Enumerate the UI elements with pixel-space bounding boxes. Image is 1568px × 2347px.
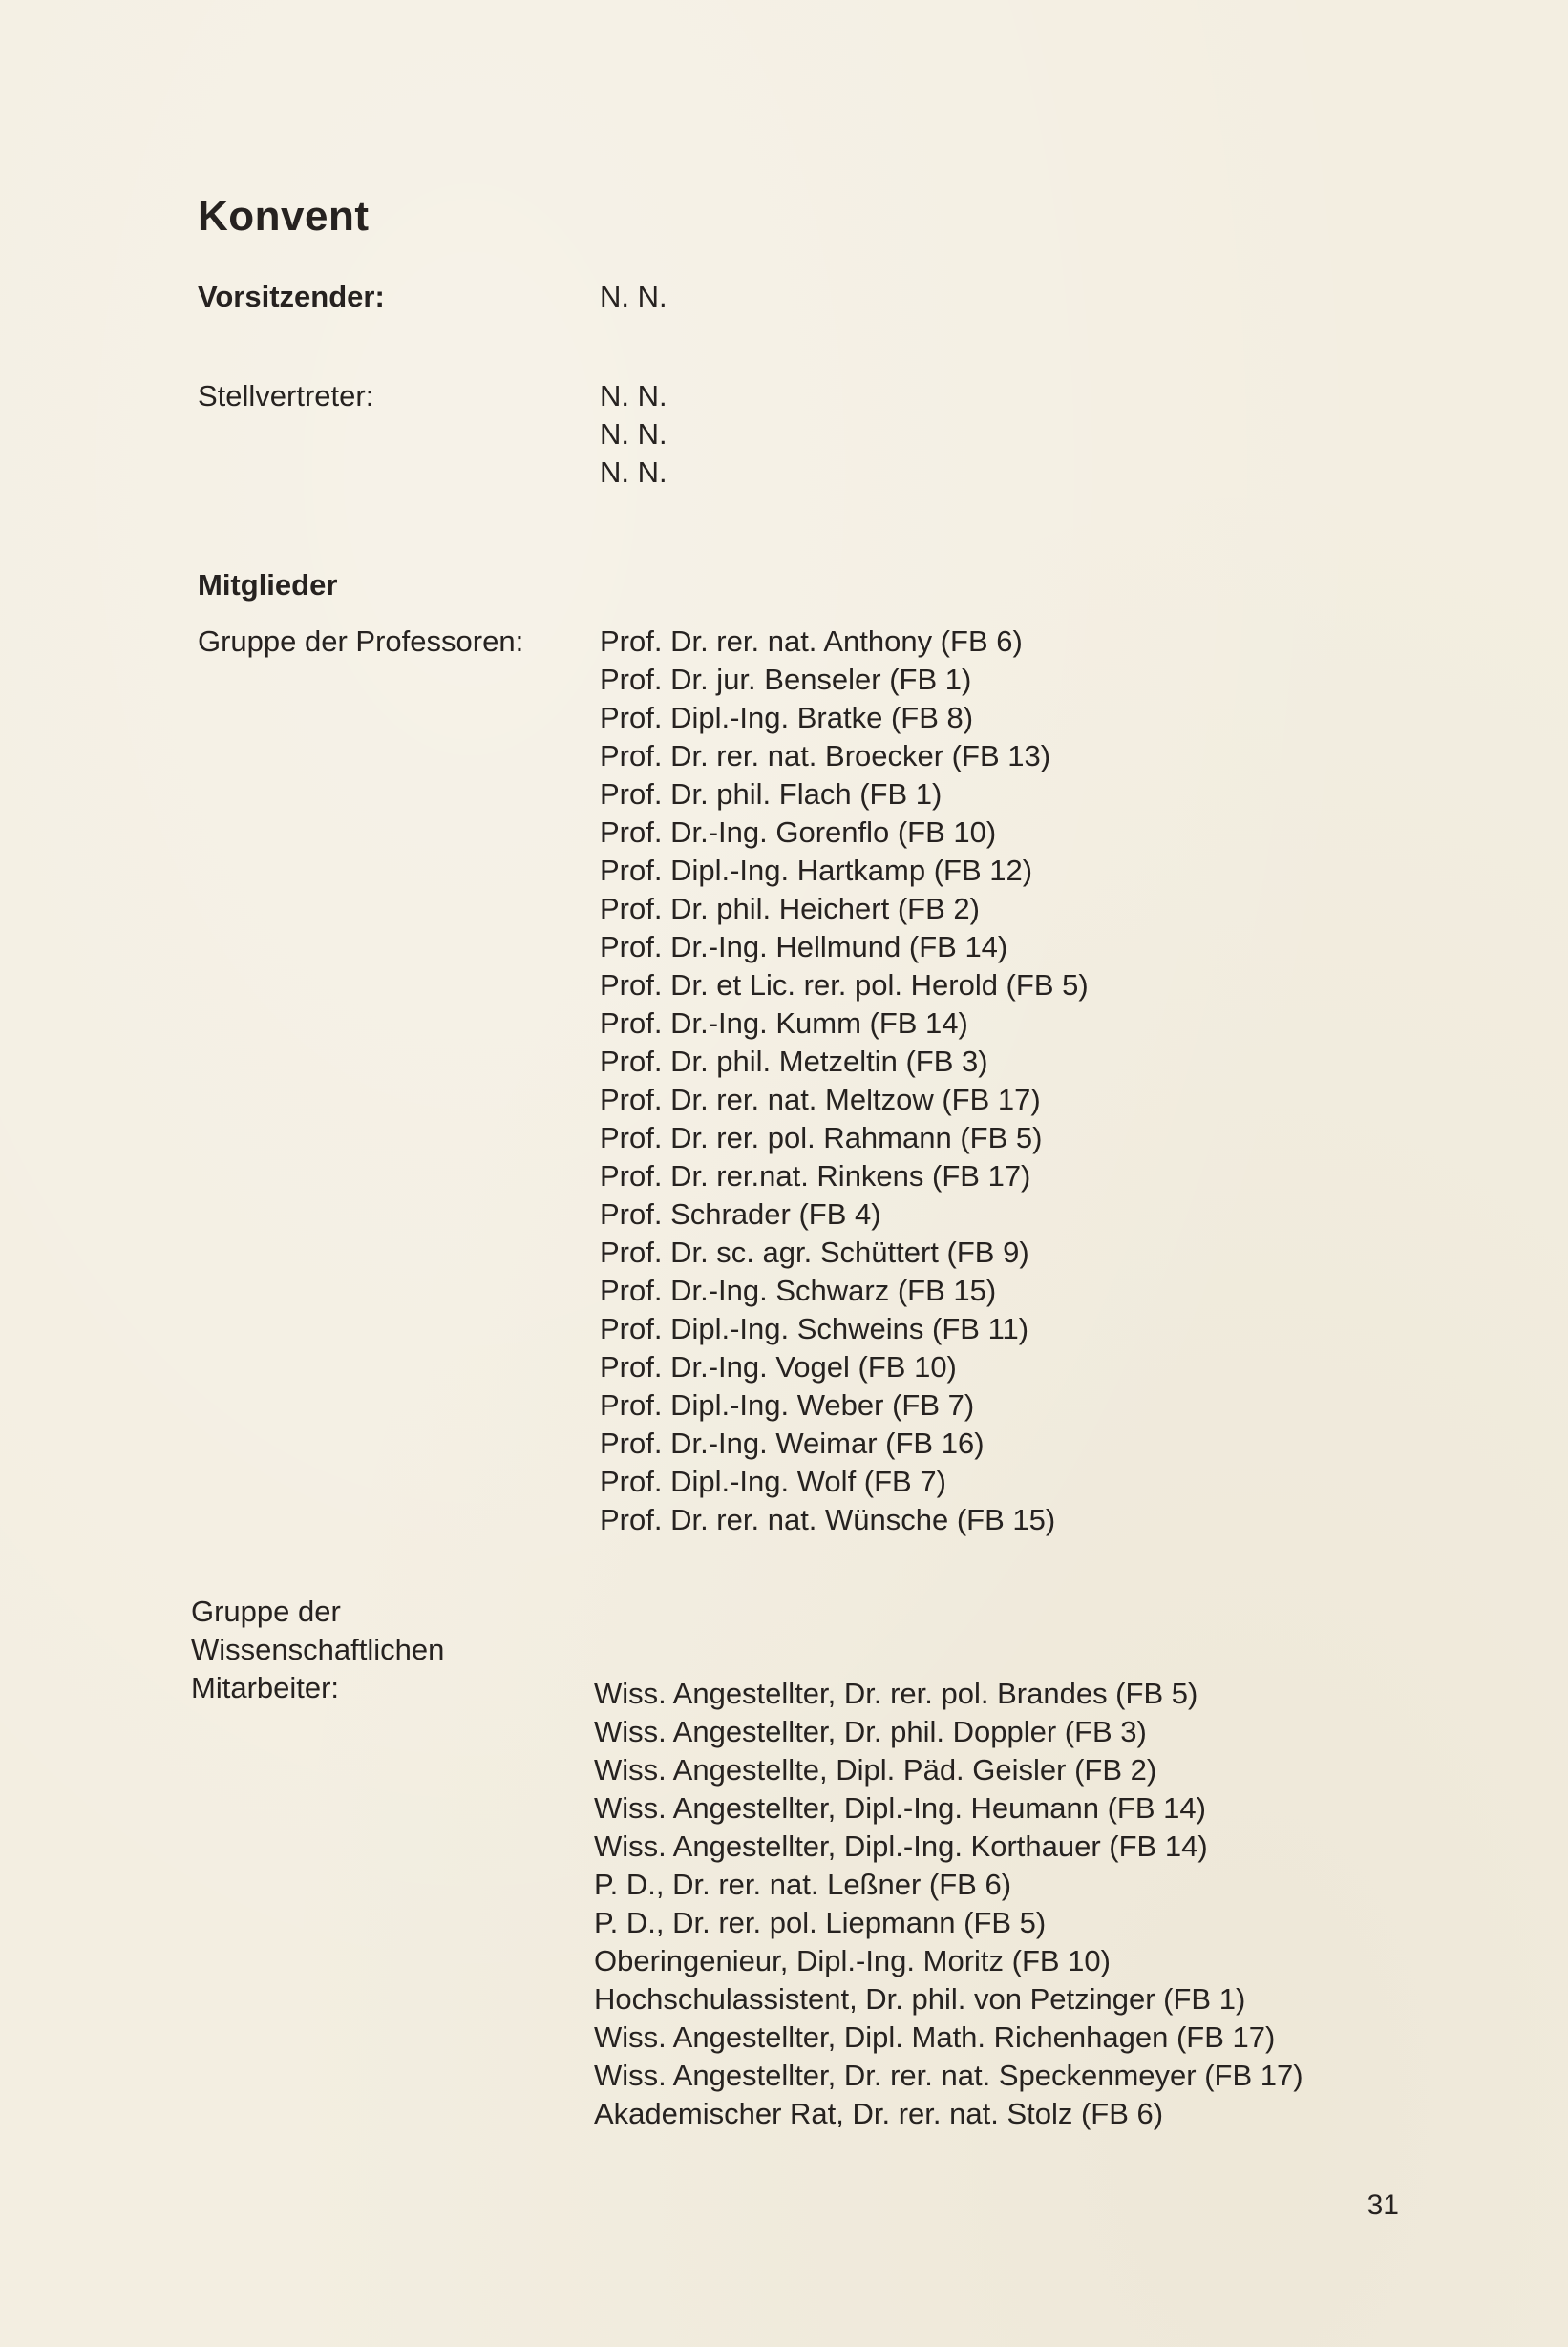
staff-item: Wiss. Angestellter, Dipl.-Ing. Heumann (FB 14) (594, 1791, 1206, 1825)
staff-item: Wiss. Angestellte, Dipl. Päd. Geisler (FB 2) (594, 1753, 1157, 1787)
professor-item: Prof. Dr.-Ing. Vogel (FB 10) (600, 1350, 957, 1384)
deputy-item: N. N. (600, 417, 667, 451)
page-number: 31 (1367, 2189, 1399, 2221)
staff-item: P. D., Dr. rer. nat. Leßner (FB 6) (594, 1868, 1012, 1901)
staff-item: Akademischer Rat, Dr. rer. nat. Stolz (FB 6) (594, 2097, 1164, 2130)
staff-item: Wiss. Angestellter, Dipl. Math. Richenhagen (FB 17) (594, 2020, 1276, 2054)
scientific-staff-label-line: Wissenschaftlichen (191, 1633, 445, 1666)
professor-item: Prof. Dr.-Ing. Kumm (FB 14) (600, 1006, 968, 1040)
professor-item: Prof. Dr. phil. Flach (FB 1) (600, 777, 943, 811)
scientific-staff-label-line: Mitarbeiter: (191, 1671, 340, 1704)
professors-label: Gruppe der Professoren: (198, 624, 524, 658)
professor-item: Prof. Schrader (FB 4) (600, 1197, 881, 1231)
scientific-staff-list (594, 1675, 1303, 2133)
professor-item: Prof. Dr. rer. nat. Wünsche (FB 15) (600, 1503, 1056, 1536)
staff-item: Wiss. Angestellter, Dr. phil. Doppler (FB 3) (594, 1715, 1147, 1748)
deputies-list (600, 377, 667, 492)
staff-item: Wiss. Angestellter, Dipl.-Ing. Korthauer (FB 14) (594, 1829, 1208, 1863)
staff-item: Wiss. Angestellter, Dr. rer. nat. Speckenmeyer (FB 17) (594, 2059, 1303, 2092)
professor-item: Prof. Dr.-Ing. Hellmund (FB 14) (600, 930, 1008, 963)
professor-item: Prof. Dr. phil. Heichert (FB 2) (600, 892, 980, 925)
professor-item: Prof. Dr. et Lic. rer. pol. Herold (FB 5) (600, 968, 1089, 1002)
professor-item: Prof. Dr. rer. pol. Rahmann (FB 5) (600, 1121, 1043, 1154)
professor-item: Prof. Dipl.-Ing. Weber (FB 7) (600, 1388, 975, 1422)
professor-item: Prof. Dr.-Ing. Gorenflo (FB 10) (600, 815, 997, 849)
professor-item: Prof. Dipl.-Ing. Wolf (FB 7) (600, 1465, 946, 1498)
staff-item: Oberingenieur, Dipl.-Ing. Moritz (FB 10) (594, 1944, 1111, 1977)
staff-item: P. D., Dr. rer. pol. Liepmann (FB 5) (594, 1906, 1047, 1939)
members-heading: Mitglieder (198, 568, 338, 602)
professor-item: Prof. Dr. rer. nat. Anthony (FB 6) (600, 624, 1023, 658)
professor-item: Prof. Dr. sc. agr. Schüttert (FB 9) (600, 1236, 1029, 1269)
professor-item: Prof. Dr.-Ing. Schwarz (FB 15) (600, 1274, 997, 1307)
professor-item: Prof. Dr.-Ing. Weimar (FB 16) (600, 1427, 985, 1460)
deputies-label: Stellvertreter: (198, 379, 374, 412)
professor-item: Prof. Dr. jur. Benseler (FB 1) (600, 663, 972, 696)
staff-item: Wiss. Angestellter, Dr. rer. pol. Brandes (FB 5) (594, 1677, 1198, 1710)
page-title: Konvent (198, 193, 370, 240)
professor-item: Prof. Dr. rer.nat. Rinkens (FB 17) (600, 1159, 1031, 1193)
scientific-staff-label (191, 1593, 444, 1707)
professor-item: Prof. Dipl.-Ing. Hartkamp (FB 12) (600, 854, 1033, 887)
professor-item: Prof. Dipl.-Ing. Bratke (FB 8) (600, 701, 974, 734)
professors-list (600, 623, 1089, 1539)
professor-item: Prof. Dr. rer. nat. Broecker (FB 13) (600, 739, 1051, 772)
chair-value: N. N. (600, 280, 667, 313)
staff-item: Hochschulassistent, Dr. phil. von Petzinger (FB 1) (594, 1982, 1246, 2016)
chair-label: Vorsitzender: (198, 280, 385, 313)
professor-item: Prof. Dr. rer. nat. Meltzow (FB 17) (600, 1083, 1041, 1116)
professor-item: Prof. Dipl.-Ing. Schweins (FB 11) (600, 1312, 1029, 1345)
scientific-staff-label-line: Gruppe der (191, 1595, 341, 1628)
professor-item: Prof. Dr. phil. Metzeltin (FB 3) (600, 1045, 988, 1078)
deputy-item: N. N. (600, 379, 667, 412)
deputy-item: N. N. (600, 455, 667, 489)
chair-values (600, 278, 667, 316)
